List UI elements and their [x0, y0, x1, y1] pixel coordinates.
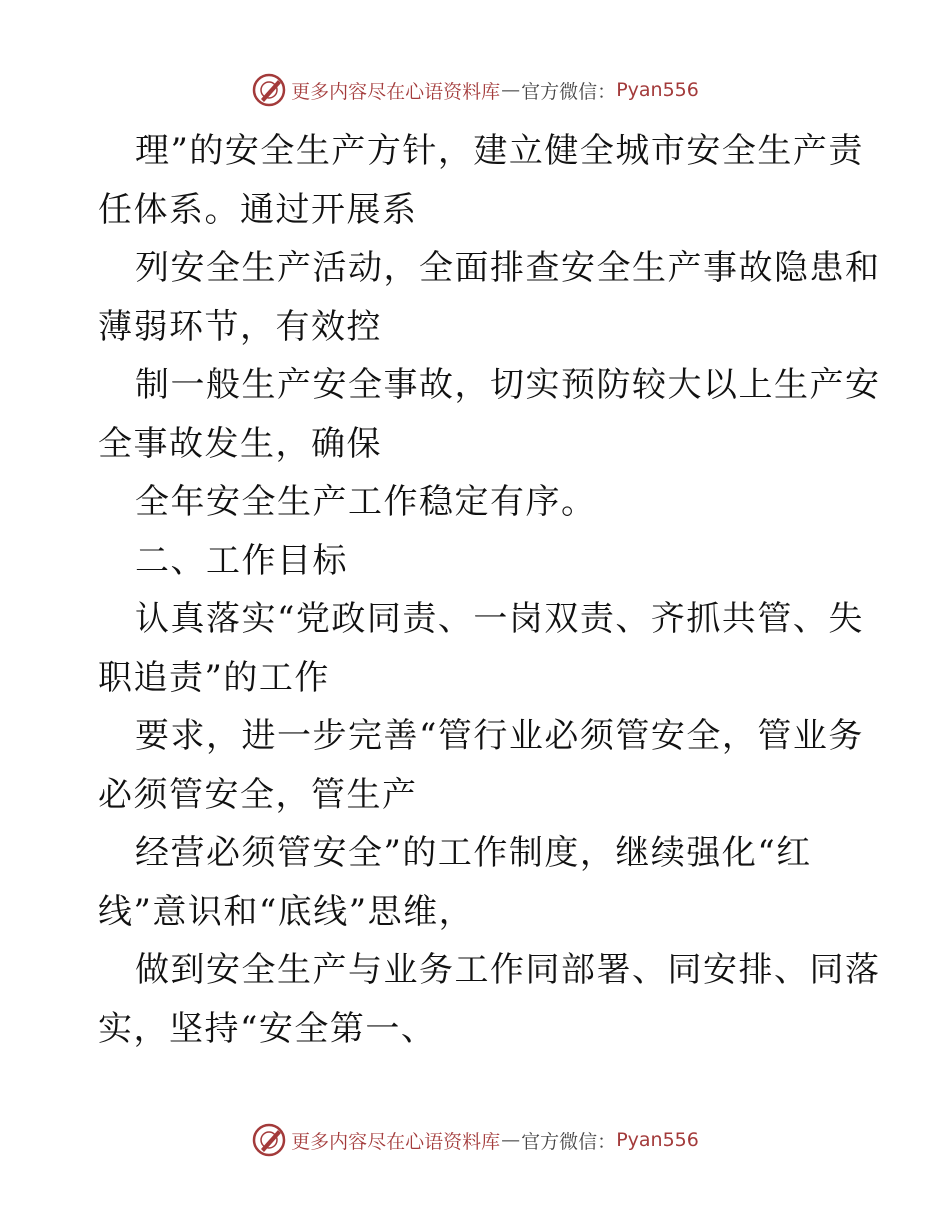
watermark-separator: — — [501, 79, 521, 101]
text-line: 做到安全生产与业务工作同部署、同安排、同落 — [135, 950, 881, 990]
watermark-wechat-id: Pyan556 — [616, 79, 699, 101]
watermark-separator: — — [501, 1129, 521, 1151]
text-line: 任体系。通过开展系 — [98, 189, 418, 230]
text-line: 线”意识和“底线”思维， — [98, 891, 475, 932]
watermark-wechat-label: 官方微信： — [521, 1130, 617, 1153]
text-line: 薄弱环节，有效控 — [98, 306, 382, 347]
pen-circle-logo-icon — [251, 72, 287, 108]
watermark-wechat-id: Pyan556 — [616, 1129, 699, 1151]
text-line: 列安全生产活动，全面排查安全生产事故隐患和 — [135, 248, 881, 288]
text-line: 职追责”的工作 — [98, 657, 330, 698]
text-line: 理”的安全生产方针，建立健全城市安全生产责 — [135, 131, 864, 171]
text-line: 必须管安全，管生产 — [98, 774, 418, 815]
section-heading: 二、工作目标 — [135, 540, 348, 581]
text-line: 经营必须管安全”的工作制度，继续强化“红 — [135, 833, 812, 873]
text-line: 实，坚持“安全第一、 — [98, 1008, 437, 1049]
watermark-site-text: 更多内容尽在心语资料库 — [291, 1130, 501, 1153]
document-body — [98, 122, 881, 1058]
text-line: 全事故发生，确保 — [98, 423, 382, 464]
footer-watermark — [0, 1122, 950, 1158]
text-line: 要求，进一步完善“管行业必须管安全，管业务 — [135, 716, 864, 756]
pen-circle-logo-icon — [251, 1122, 287, 1158]
text-line: 全年安全生产工作稳定有序。 — [135, 482, 597, 522]
watermark-wechat-label: 官方微信： — [521, 80, 617, 103]
text-line: 制一般生产安全事故，切实预防较大以上生产安 — [135, 365, 881, 405]
text-line: 认真落实“党政同责、一岗双责、齐抓共管、失 — [135, 599, 864, 639]
watermark-site-text: 更多内容尽在心语资料库 — [291, 80, 501, 103]
header-watermark — [0, 72, 950, 108]
